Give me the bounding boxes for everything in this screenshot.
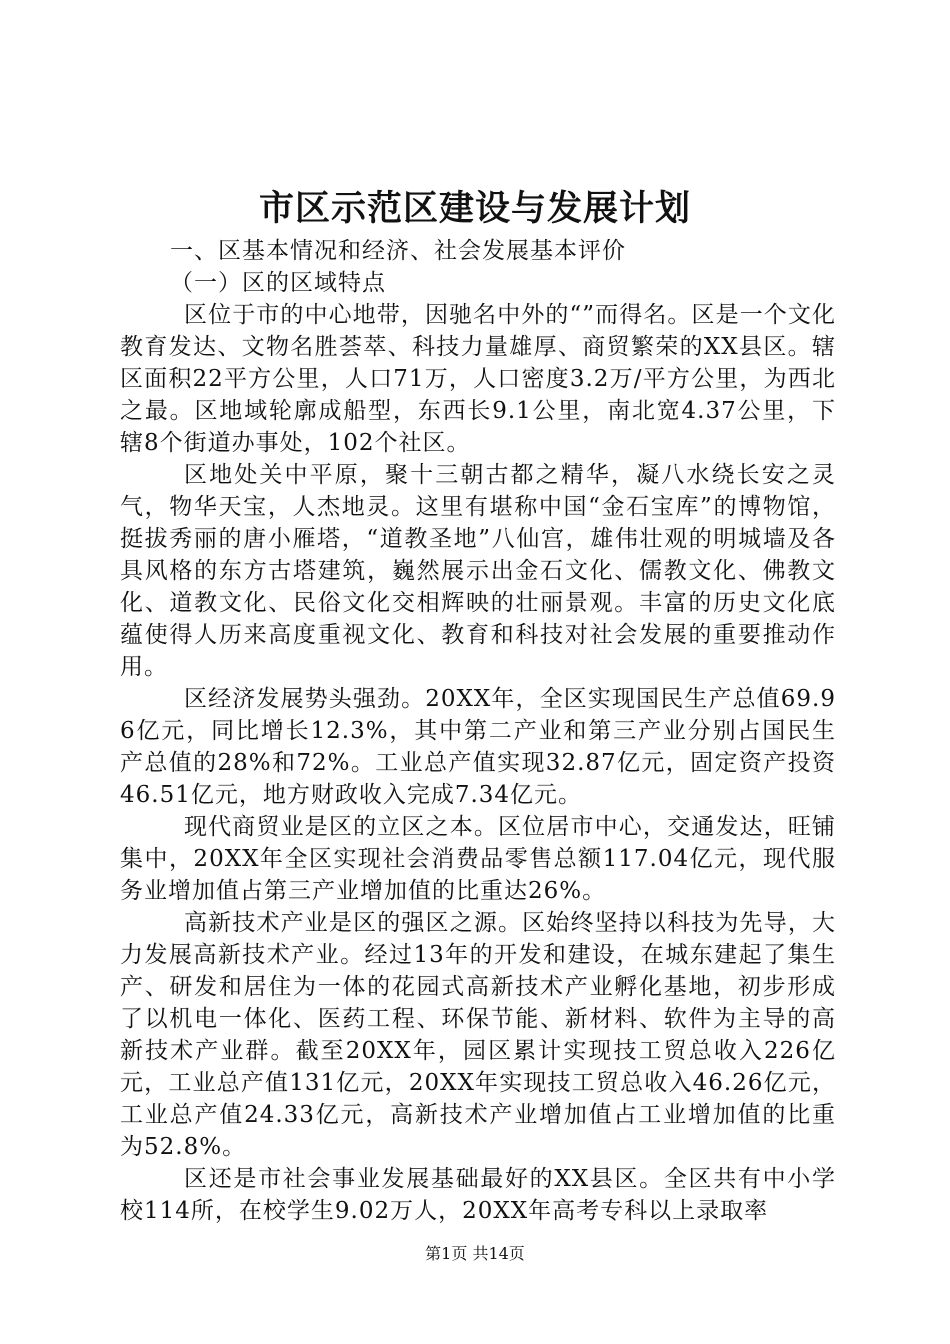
paragraph-hightech: 高新技术产业是区的强区之源。区始终坚持以科技为先导，大力发展高新技术产业。经过13年的开发和建设，在城东建起了集生产、研发和居住为一体的花园式高新技术产业孵化基地，初步形成了以机电一体化、医药工程、环保节能、新材料、软件为主导的高新技术产业群。截至20XX年，园区累计实现技工贸总收入226亿元，工业总产值131亿元，20XX年实现技工贸总收入46.26亿元，工业总产值24.33亿元，高新技术产业增加值占工业增加值的比重为52.8%。	[120, 910, 836, 1160]
paragraph-culture: 区地处关中平原，聚十三朝古都之精华，凝八水绕长安之灵气，物华天宝，人杰地灵。这里有堪称中国“金石宝库”的博物馆，挺拔秀丽的唐小雁塔，“道教圣地”八仙宫，雄伟壮观的明城墙及各具风格的东方古塔建筑，巍然展示出金石文化、儒教文化、佛教文化、道教文化、民俗文化交相辉映的壮丽景观。丰富的历史文化底蕴使得人历来高度重视文化、教育和科技对社会发展的重要推动作用。	[120, 462, 836, 680]
paragraph-education: 区还是市社会事业发展基础最好的XX县区。全区共有中小学校114所，在校学生9.02万人，20XX年高考专科以上录取率	[120, 1166, 836, 1224]
subsection-heading: （一）区的区域特点	[170, 270, 386, 296]
page-footer: 第1页 共14页	[425, 1244, 525, 1263]
document-title: 市区示范区建设与发展计划	[258, 188, 691, 229]
document-body	[120, 235, 836, 1227]
paragraph-economy: 区经济发展势头强劲。20XX年，全区实现国民生产总值69.96亿元，同比增长12.3%，其中第二产业和第三产业分别占国民生产总值的28%和72%。工业总产值实现32.87亿元，固定资产投资46.51亿元，地方财政收入完成7.34亿元。	[120, 686, 836, 808]
paragraph-commerce: 现代商贸业是区的立区之本。区位居市中心，交通发达，旺铺集中，20XX年全区实现社会消费品零售总额117.04亿元，现代服务业增加值占第三产业增加值的比重达26%。	[120, 814, 836, 904]
section-heading: 一、区基本情况和经济、社会发展基本评价	[170, 238, 626, 264]
paragraph-location: 区位于市的中心地带，因驰名中外的“”而得名。区是一个文化教育发达、文物名胜荟萃、科技力量雄厚、商贸繁荣的XX县区。辖区面积22平方公里，人口71万，人口密度3.2万/平方公里，为西北之最。区地域轮廓成船型，东西长9.1公里，南北宽4.37公里，下辖8个街道办事处，102个社区。	[120, 302, 836, 456]
